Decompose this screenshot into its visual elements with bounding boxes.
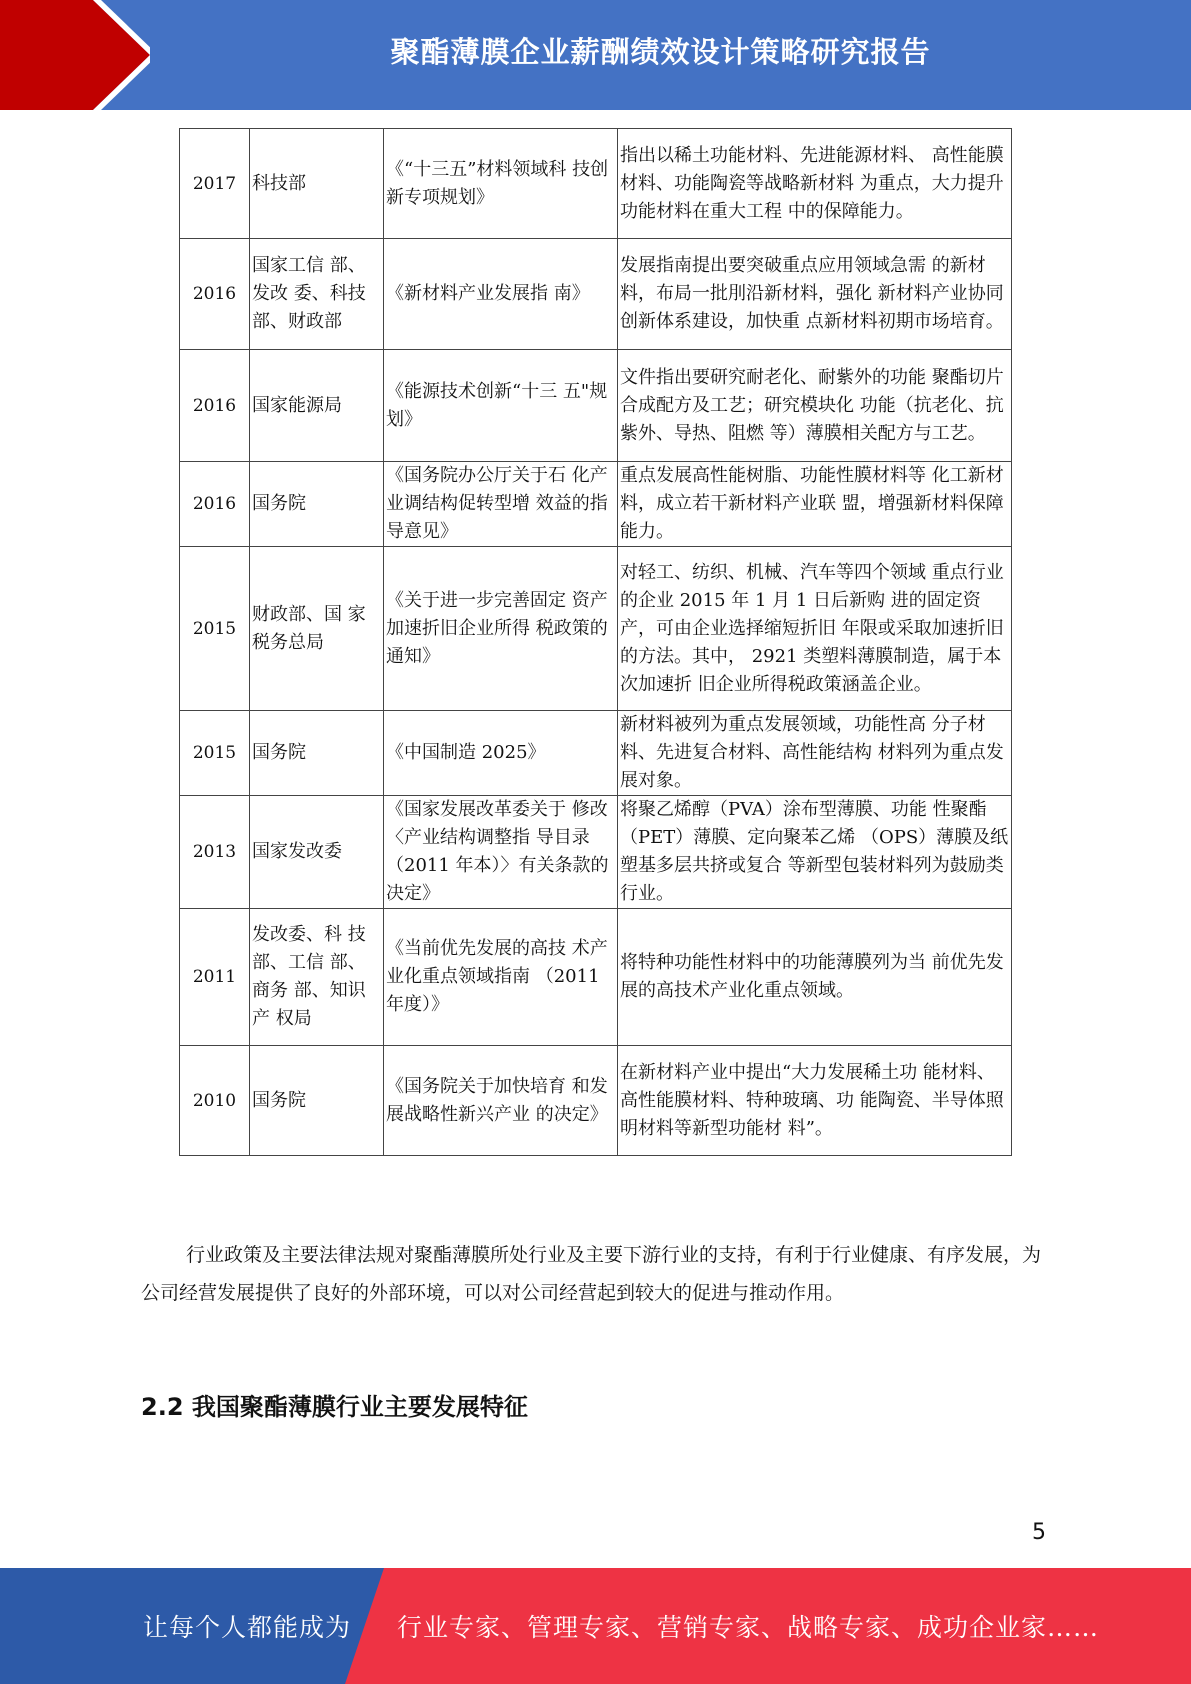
year-cell: 2013 [180,796,250,909]
description-cell: 将聚乙烯醇（PVA）涂布型薄膜、功能 性聚酯（PET）薄膜、定向聚苯乙烯 （OPS）薄膜及纸塑基多层共挤或复合 等新型包装材料列为鼓励类行业。 [618,796,1012,909]
document-cell: 《国家发展改革委关于 修改〈产业结构调整指 导目录（2011 年本）〉有关条款的决定》 [384,796,618,909]
body-paragraph: 行业政策及主要法律法规对聚酯薄膜所处行业及主要下游行业的支持，有利于行业健康、有序发展，为公司经营发展提供了良好的外部环境，可以对公司经营起到较大的促进与推动作用。 [141,1244,1042,1304]
document-cell: 《新材料产业发展指 南》 [384,239,618,350]
page-footer [0,1568,1191,1684]
description-cell: 在新材料产业中提出“大力发展稀土功 能材料、高性能膜材料、特种玻璃、功 能陶瓷、半导体照明材料等新型功能材 料”。 [618,1046,1012,1156]
year-cell: 2016 [180,462,250,547]
section-heading: 2.2 我国聚酯薄膜行业主要发展特征 [141,1393,528,1421]
document-cell: 《能源技术创新“十三 五"规划》 [384,350,618,462]
table-row [180,711,1012,796]
department-cell: 发改委、科 技部、工信 部、商务 部、知识产 权局 [250,909,384,1046]
description-cell: 指出以稀土功能材料、先进能源材料、 高性能膜材料、功能陶瓷等战略新材料 为重点，大力提升功能材料在重大工程 中的保障能力。 [618,129,1012,239]
year-cell: 2016 [180,239,250,350]
document-cell: 《国务院办公厅关于石 化产业调结构促转型增 效益的指导意见》 [384,462,618,547]
year-cell: 2015 [180,711,250,796]
document-cell: 《关于进一步完善固定 资产加速折旧企业所得 税政策的通知》 [384,547,618,711]
description-cell: 将特种功能性材料中的功能薄膜列为当 前优先发展的高技术产业化重点领域。 [618,909,1012,1046]
table-row [180,239,1012,350]
year-cell: 2017 [180,129,250,239]
page-header [0,0,1191,110]
description-cell: 重点发展高性能树脂、功能性膜材料等 化工新材料，成立若干新材料产业联 盟，增强新材料保障能力。 [618,462,1012,547]
department-cell: 国务院 [250,711,384,796]
table-row [180,462,1012,547]
department-cell: 科技部 [250,129,384,239]
page-number: 5 [1032,1520,1046,1545]
department-cell: 财政部、国 家税务总局 [250,547,384,711]
document-cell: 《国务院关于加快培育 和发展战略性新兴产业 的决定》 [384,1046,618,1156]
footer-slogan-right: 行业专家、管理专家、营销专家、战略专家、成功企业家…… [397,1613,1100,1642]
table-row [180,796,1012,909]
report-title: 聚酯薄膜企业薪酬绩效设计策略研究报告 [390,35,931,69]
description-cell: 对轻工、纺织、机械、汽车等四个领域 重点行业的企业 2015 年 1 月 1 日后新购 进的固定资产，可由企业选择缩短折旧 年限或采取加速折旧的方法。其中， 2921 类塑料薄膜制造，属于本次加速折 旧企业所得税政策涵盖企业。 [618,547,1012,711]
year-cell: 2010 [180,1046,250,1156]
department-cell: 国务院 [250,1046,384,1156]
footer-slogan-left: 让每个人都能成为 [143,1613,352,1642]
table-row [180,129,1012,239]
table-row [180,909,1012,1046]
year-cell: 2016 [180,350,250,462]
document-cell: 《中国制造 2025》 [384,711,618,796]
description-cell: 发展指南提出要突破重点应用领域急需 的新材料，布局一批刖沿新材料，强化 新材料产业协同创新体系建设，加快重 点新材料初期市场培育。 [618,239,1012,350]
department-cell: 国家发改委 [250,796,384,909]
policy-table [179,128,1012,1156]
document-cell: 《“十三五”材料领域科 技创新专项规划》 [384,129,618,239]
table-row [180,1046,1012,1156]
year-cell: 2015 [180,547,250,711]
table-row [180,350,1012,462]
department-cell: 国务院 [250,462,384,547]
description-cell: 新材料被列为重点发展领域，功能性高 分子材料、先进复合材料、高性能结构 材料列为重点发展对象。 [618,711,1012,796]
department-cell: 国家能源局 [250,350,384,462]
department-cell: 国家工信 部、发改 委、科技部、财政部 [250,239,384,350]
description-cell: 文件指出要研究耐老化、耐紫外的功能 聚酯切片合成配方及工艺；研究模块化 功能（抗老化、抗紫外、导热、阻燃 等）薄膜相关配方与工艺。 [618,350,1012,462]
document-cell: 《当前优先发展的高技 术产业化重点领域指南 （2011 年度）》 [384,909,618,1046]
table-row [180,547,1012,711]
year-cell: 2011 [180,909,250,1046]
